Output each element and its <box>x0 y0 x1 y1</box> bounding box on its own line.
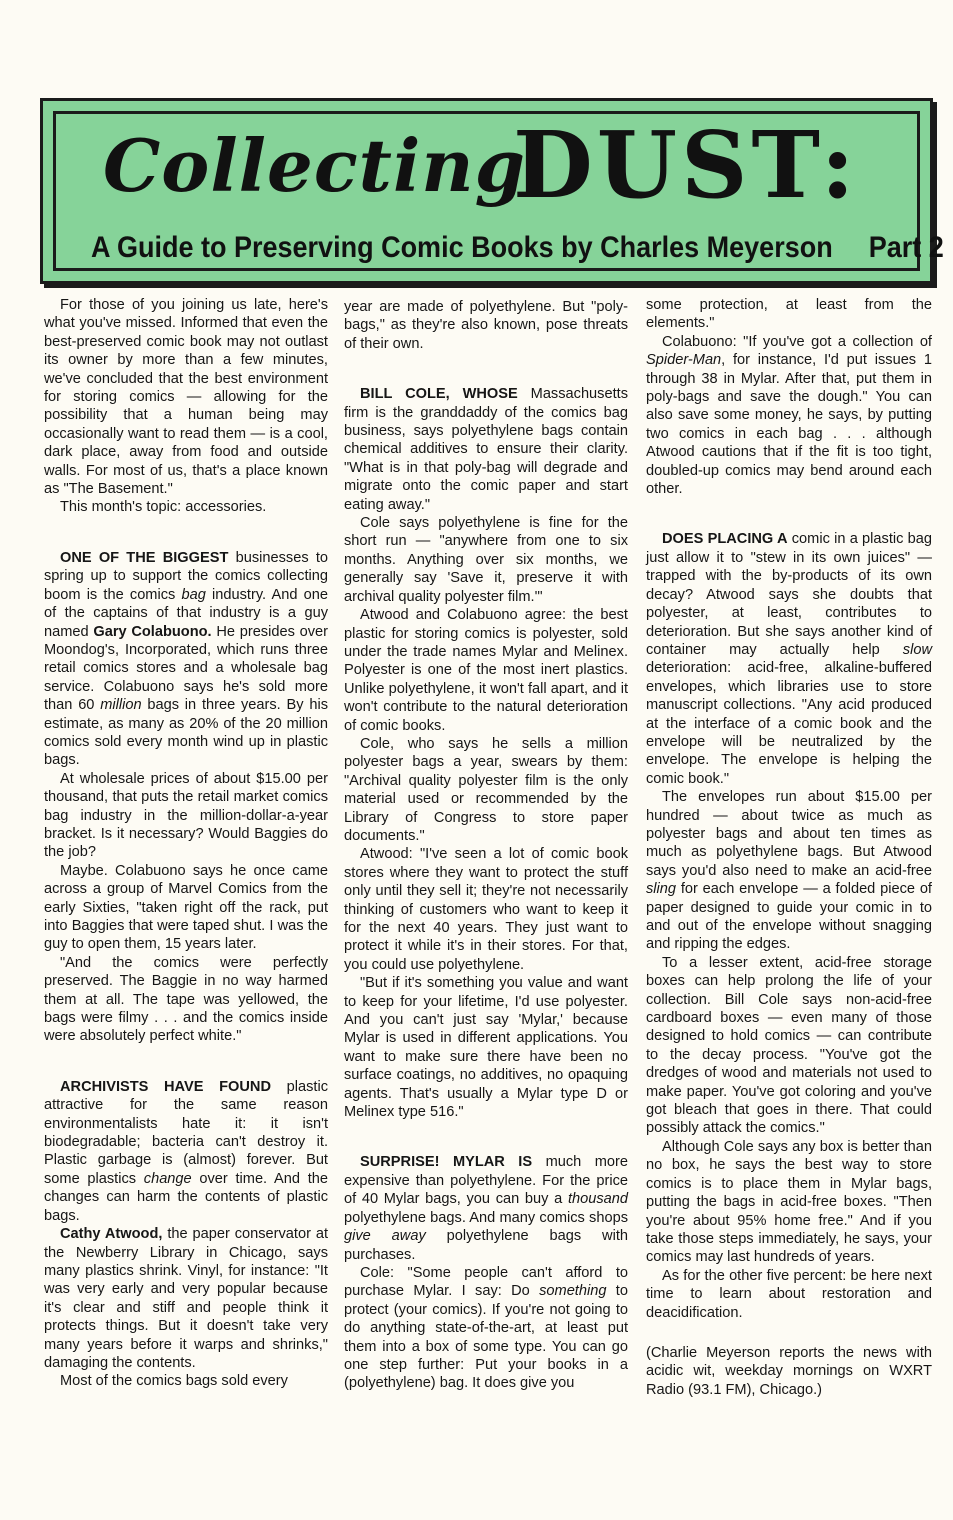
paragraph: The envelopes run about $15.00 per hundred — about twice as much as polyester bags and about ten times as much as polyethylene bags. But Atwood says you'd also need to make an acid-free sling for each envelope — a folded piece of paper designed to guide your comic in to and out of the envelope without snagging and ripping the edges. <box>646 789 932 953</box>
paragraph: year are made of polyethylene. But "poly-bags," as they're also known, pose threats of their own. <box>344 299 628 352</box>
column-3 <box>646 296 932 1399</box>
paragraph: BILL COLE, WHOSE Massachusetts firm is the granddaddy of the comics bag business, says polyethylene bags contain chemical additives to ensure their clarity. "What is in that poly-bag will degrade and migrate onto the comic paper and start eating away." <box>344 386 628 513</box>
paragraph: Cathy Atwood, the paper conservator at the Newberry Library in Chicago, says many plastics shrink. Vinyl, for instance: "It was very early and very popular because it's clear and stiff and people think it protects things. But it doesn't take very many years before it warps and shrinks," damaging the contents. <box>44 1226 328 1371</box>
paragraph: ARCHIVISTS HAVE FOUND plastic attractive for the same reason environmentalists hate it: it isn't biodegradable; bacteria can't destroy it. Plastic garbage is (almost) forever. But some plastics change over time. And the changes can harm the contents of plastic bags. <box>44 1078 328 1224</box>
title-collecting: Collecting <box>103 123 526 208</box>
paragraph: As for the other five percent: be here next time to learn about restoration and deacidification. <box>646 1267 932 1321</box>
paragraph: DOES PLACING A comic in a plastic bag just allow it to "stew in its own juices" — trapped with the by-products of its own decay? Atwood says she doubts that polyester, at least, contributes to deterioration. But she says another kind of container may actually help slow deterioration: acid-free, alkaline-buffered envelopes, which libraries use to store manuscript collections. "Any acid produced at the interface of a comic book and the envelope will be neutralized by the envelope. The envelope is helping the comic book." <box>646 531 933 787</box>
person-name: Cathy Atwood, <box>60 1226 163 1243</box>
paragraph: Colabuono: "If you've got a collection of Spider-Man, for instance, I'd put issues 1 through 38 in Mylar. After that, put them in poly-bags and save the dough." You can also save some money, he says, by putting two comics in each bag . . . although Atwood cautions that if the fit is too tight, doubled-up comics may bend around each other. <box>646 333 932 498</box>
paragraph: "But if it's something you value and want to keep for your lifetime, I'd use polyester. And you can't just say 'Mylar,' because Mylar is used in different applications. You want to make sure there have been no surface coatings, no additives, no opaquing agents. That's usually a Mylar type D or Melinex type 516." <box>344 975 628 1121</box>
paragraph: Cole says polyethylene is fine for the short run — "anywhere from one to six months. Anything over six months, we generally say 'Save it, preserve it with archival quality polyester film.'" <box>344 515 628 605</box>
column-2 <box>344 298 628 1393</box>
part-label: Part 2 <box>868 231 944 264</box>
author-note: (Charlie Meyerson reports the news with acidic wit, weekday mornings on WXRT Radio (93.1 FM), Chicago.) <box>646 1344 932 1398</box>
paragraph: Atwood: "I've seen a lot of comic book stores where they want to protect the stuff only until they sell it; they're not necessarily thinking of customers who want to keep it for the next 40 years. They just want to protect it while it's in their stores. For that, you could use polyethylene. <box>344 846 628 973</box>
subtitle-text: A Guide to Preserving Comic Books by Charles Meyerson <box>91 231 833 264</box>
paragraph: Most of the comics bags sold every <box>60 1373 288 1390</box>
paragraph: "And the comics were perfectly preserved. The Baggie in no way harmed them at all. The tape was yellowed, the bags were filmy . . . and the comics inside were absolutely perfect white." <box>44 954 328 1045</box>
paragraph: Cole: "Some people can't afford to purchase Mylar. I say: Do something to protect (your comics). If you're not going to do anything state-of-the-art, at least put them into a box of some type. You can go one step further: Put your books in a (polyethylene) bag. It does give you <box>344 1264 628 1392</box>
lead-in: ARCHIVISTS HAVE FOUND <box>60 1078 271 1095</box>
paragraph: This month's topic: accessories. <box>60 499 267 516</box>
paragraph: To a lesser extent, acid-free storage boxes can help prolong the life of your collection. Bill Cole says non-acid-free cardboard boxes — even many of those designed to hold comics — can contribute to the decay process. "You've got the dredges of wood and materials not used to make paper. You've got coloring and you've got bleach that goes in there. That could possibly attack the comics." <box>646 954 932 1137</box>
lead-in: SURPRISE! MYLAR IS <box>360 1154 533 1171</box>
paragraph: Maybe. Colabuono says he once came across a group of Marvel Comics from the early Sixties, "taken right off the rack, put into Baggies that were taped shut. I was the guy to open them, 15 years later. <box>44 862 328 953</box>
paragraph: Although Cole says any box is better than no box, he says the best way to store comics is to place them in Mylar bags, putting the bags in acid-free boxes. "Then you're about 95% home free." And if you take those steps immediately, he says, your comics may last hundreds of years. <box>646 1138 932 1266</box>
title-banner <box>40 98 944 284</box>
paragraph: some protection, at least from the elements." <box>646 297 932 332</box>
lead-in: DOES PLACING A <box>662 531 788 548</box>
paragraph: Cole, who says he sells a million polyester bags a year, swears by them: "Archival quality polyester film is the only material used or recommended by the Library of Congress to store paper documents." <box>344 735 628 844</box>
column-1 <box>44 296 328 1391</box>
paragraph: SURPRISE! MYLAR IS much more expensive than polyethylene. For the price of 40 Mylar bags, you can buy a thousand polyethylene bags. And many comics shops give away polyethylene bags with purchases. <box>344 1154 629 1263</box>
title-dust: DUST: <box>513 111 859 219</box>
paragraph: For those of you joining us late, here's what you've missed. Informed that even the best-preserved comic book may not outlast its owner by more than a few minutes, we've concluded that the best environment for storing comics — allowing for the possibility that a human being may occasionally want to read them — is a cool, dark place, away from food and outside walls. For most of us, that's a place known as "The Basement." <box>44 297 328 498</box>
lead-in: BILL COLE, WHOSE <box>360 386 518 403</box>
paragraph: Atwood and Colabuono agree: the best plastic for storing comics is polyester, sold under the trade names Mylar and Melinex. Polyester is one of the most inert plastics. Unlike polyethylene, it won't fall apart, and it won't contribute to the natural deterioration of comic books. <box>344 607 628 734</box>
person-name: Gary Colabuono. <box>93 623 212 640</box>
paragraph: ONE OF THE BIGGEST businesses to spring up to support the comics collecting boom is the comics bag industry. And one of the captains of that industry is a guy named Gary Colabuono. He presides over Moondog's, Incorporated, which runs three retail comics stores and a wholesale bag service. Colabuono says he's sold more than 60 million bags in three years. By his estimate, as many as 20% of the 20 million comics sold every month wind up in plastic bags. <box>44 549 328 769</box>
subtitle <box>91 231 944 265</box>
paragraph: At wholesale prices of about $15.00 per thousand, that puts the retail market comics bag industry in the million-dollar-a-year bracket. Is it necessary? Would Baggies do the job? <box>44 770 328 861</box>
lead-in: ONE OF THE BIGGEST <box>60 549 229 566</box>
